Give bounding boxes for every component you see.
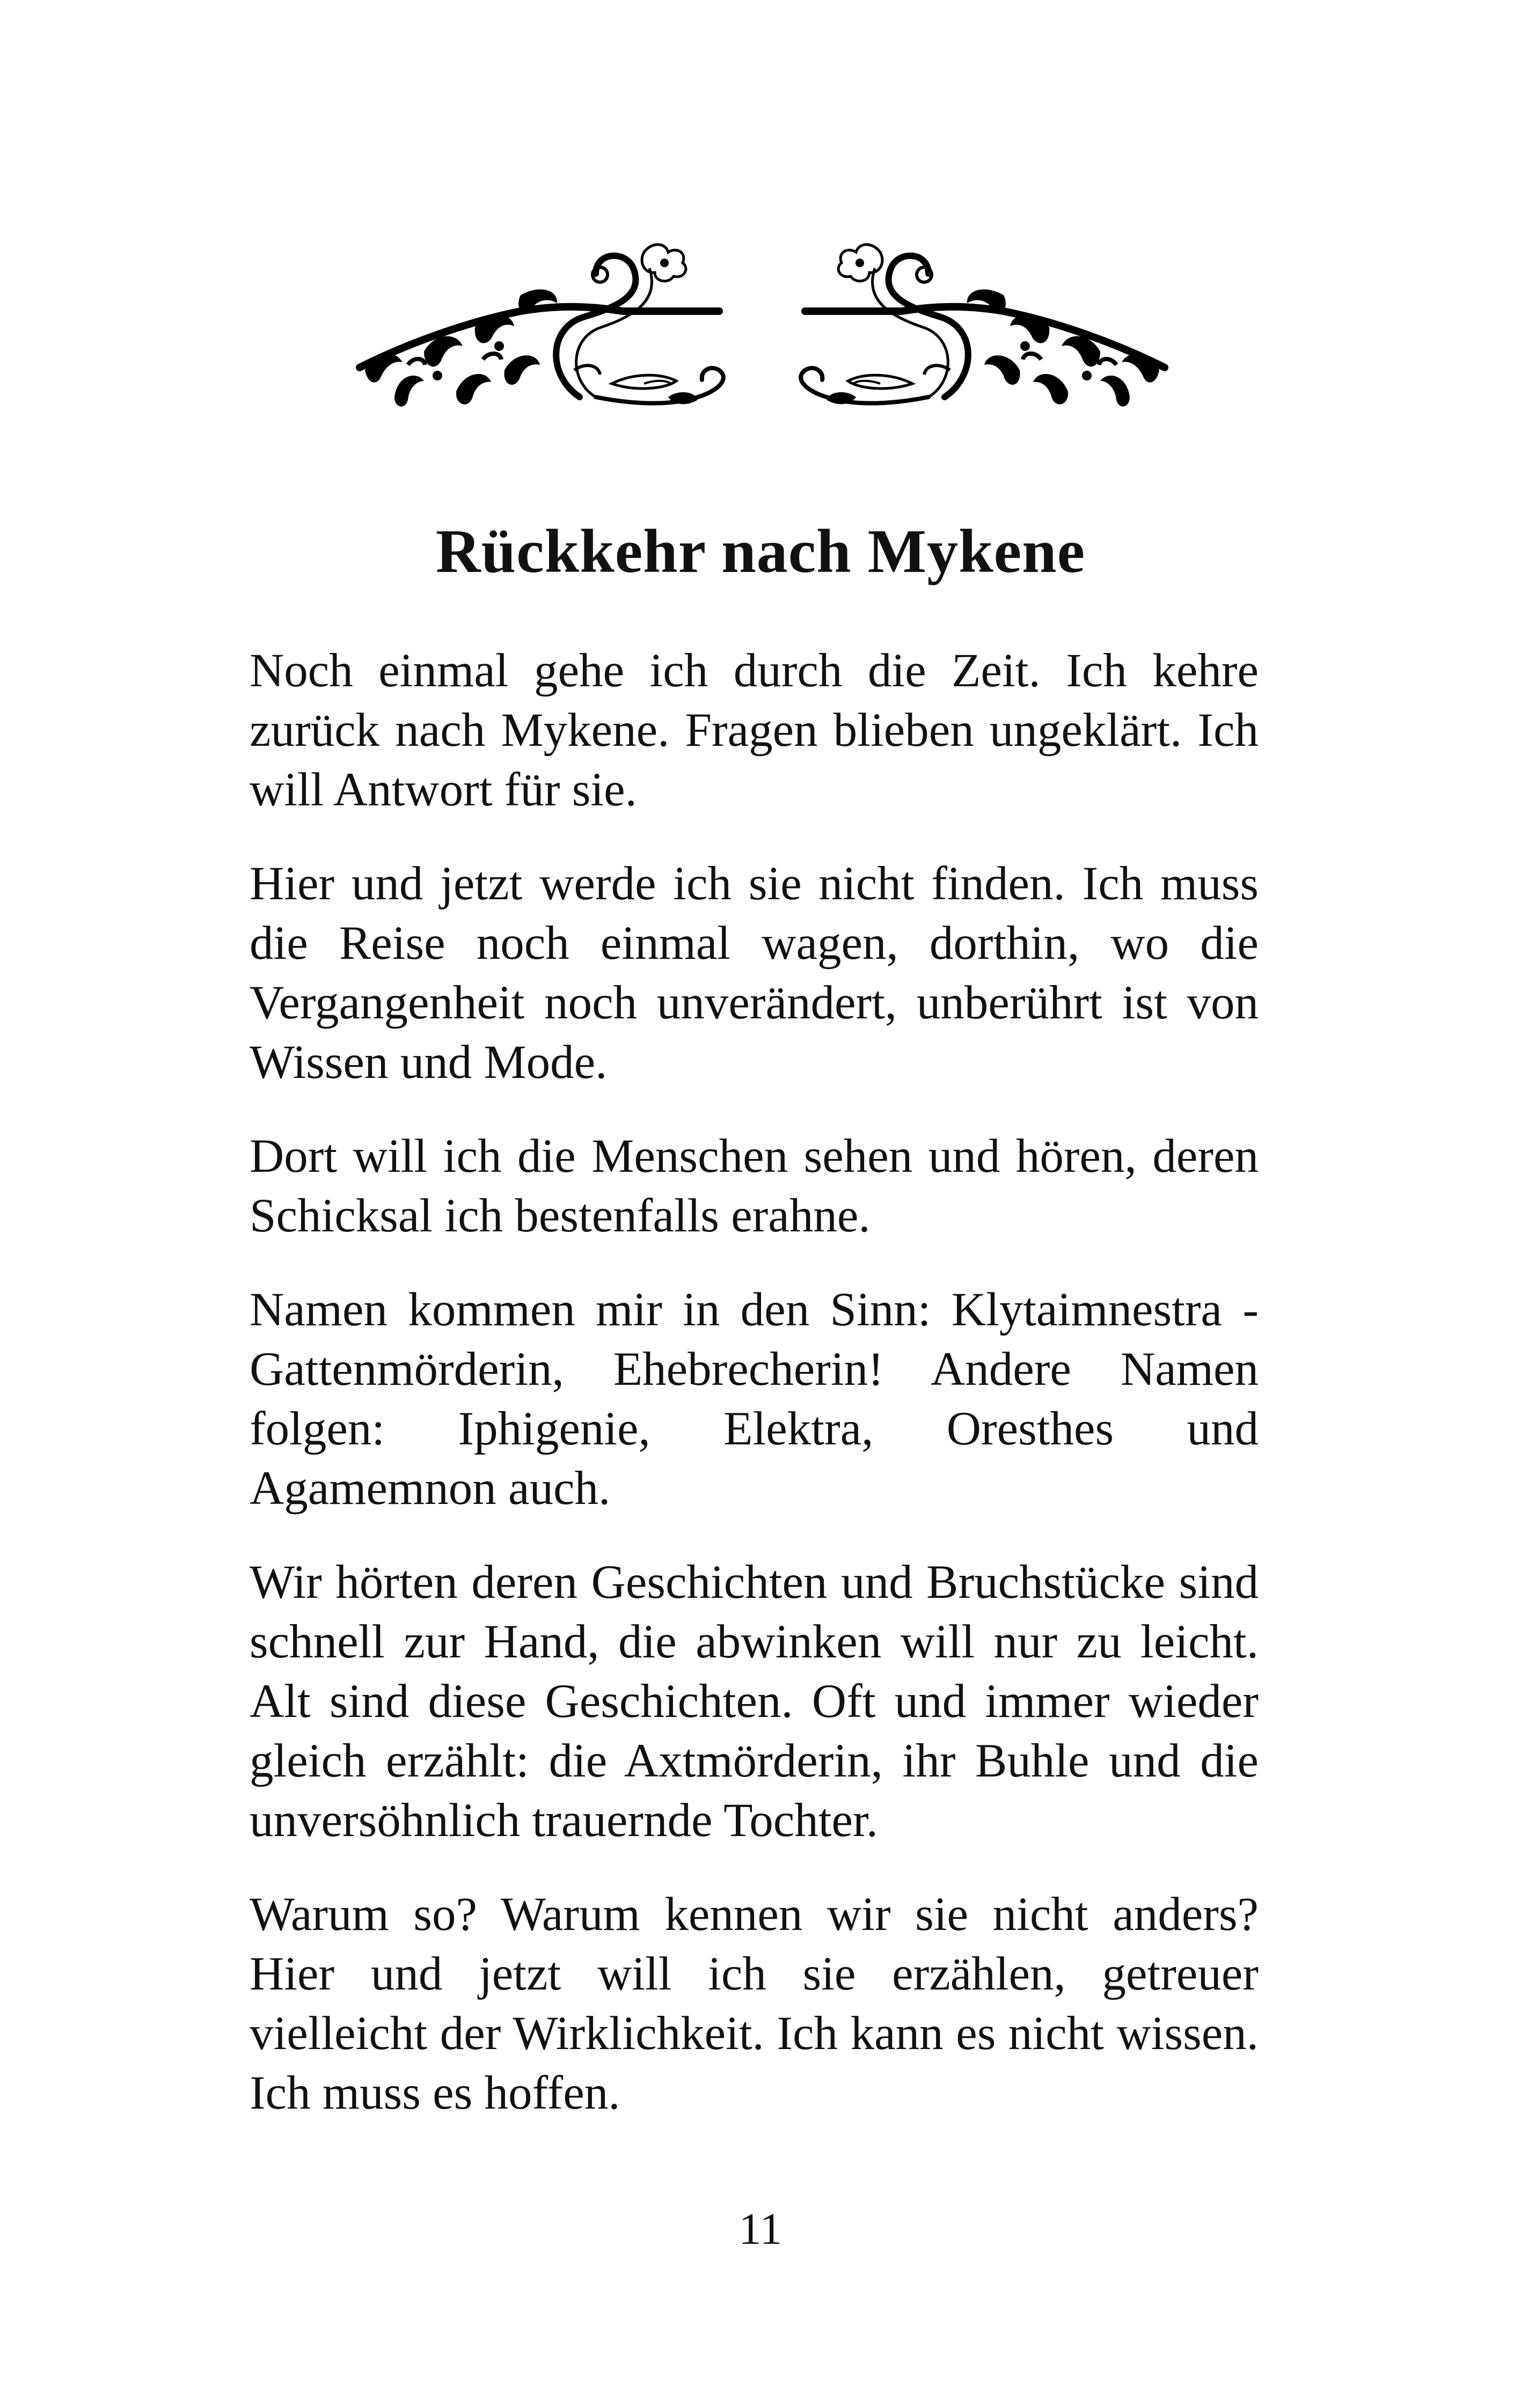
chapter-title: Rückkehr nach Mykene [435,517,1086,586]
page-number: 11 [738,2204,783,2254]
paragraph: Wir hörten deren Geschichten und Bruchstücke sind schnell zur Hand, die abwinken will nur zu leicht. Alt sind diese Geschichten. Oft und immer wieder gleich erzählt: die Axtmörderin, ihr Buhle und die unversöhnlich trauernde Tochter. [250,1556,1259,1847]
paragraph: Warum so? Warum kennen wir sie nicht anders? Hier und jetzt will ich sie erzählen, getreuer vielleicht der Wirklichkeit. Ich kann es nicht wissen. Ich muss es hoffen. [250,1888,1259,2119]
paragraph: Namen kommen mir in den Sinn: Klytaimnestra - Gattenmörderin, Ehebrecherin! Andere Namen folgen: Iphigenie, Elektra, Oresthes und Agamemnon auch. [250,1283,1259,1515]
paragraph: Noch einmal gehe ich durch die Zeit. Ich kehre zurück nach Mykene. Fragen blieben ungeklärt. Ich will Antwort für sie. [250,644,1259,816]
paragraph: Dort will ich die Menschen sehen und hören, deren Schicksal ich bestenfalls erahne. [250,1130,1259,1242]
chapter-body [250,641,1259,2123]
paragraph: Hier und jetzt werde ich sie nicht finden. Ich muss die Reise noch einmal wagen, dorthin, wo die Vergangenheit noch unverändert, unberührt ist von Wissen und Mode. [250,857,1259,1089]
floral-scroll-ornament-icon [343,236,1181,429]
